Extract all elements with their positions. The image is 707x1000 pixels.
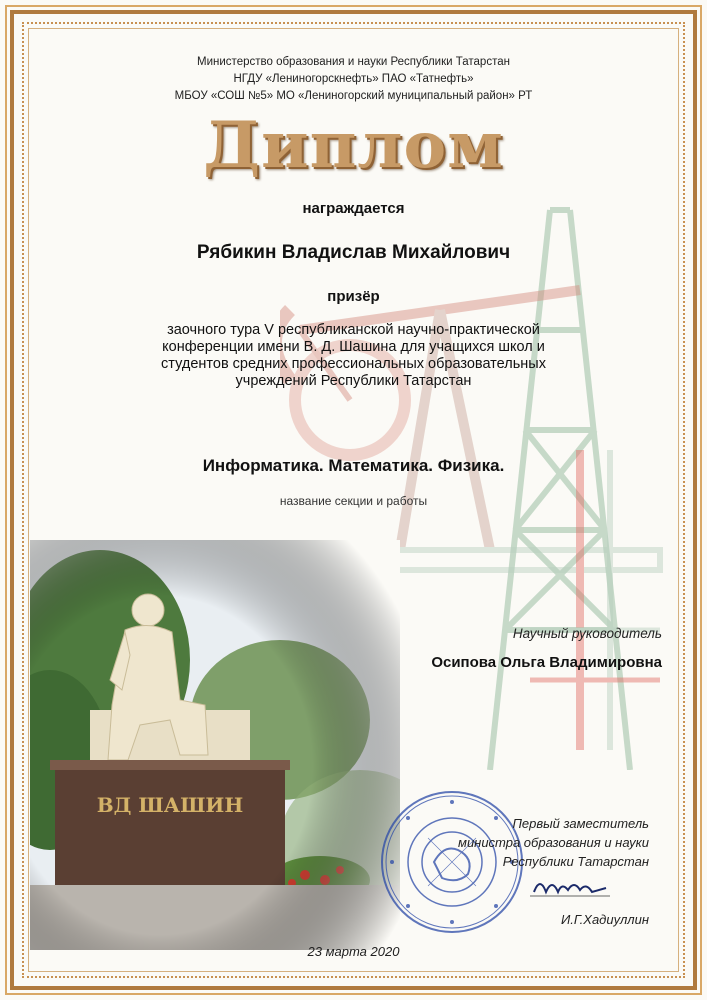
- signer-title: [458, 814, 649, 871]
- monument-illustration: [30, 540, 400, 950]
- recipient-name: Рябикин Владислав Михайлович: [196, 242, 511, 263]
- issuer-line-company: НГДУ «Лениногорскнефть» ПАО «Татнефть»: [233, 73, 474, 85]
- award-rank: призёр: [327, 288, 380, 305]
- section-caption: название секции и работы: [279, 494, 428, 508]
- signer-title-line1: Первый заместитель: [512, 816, 649, 831]
- signer-title-line3: Республики Татарстан: [502, 854, 649, 869]
- event-description: заочного тура V республиканской научно-практической конференции имени В. Д. Шашина для учащихся школ и студентов средних профессиональных образовательных учреждений Республики Татарстан: [161, 322, 546, 389]
- supervisor-name: Осипова Ольга Владимировна: [431, 654, 662, 671]
- issue-date: 23 марта 2020: [307, 944, 400, 959]
- supervisor-label: Научный руководитель: [512, 626, 662, 641]
- awarded-label: награждается: [302, 200, 405, 217]
- issuer-line-ministry: Министерство образования и науки Республики Татарстан: [197, 56, 510, 68]
- signature: [530, 872, 610, 902]
- signer-name: И.Г.Хадиуллин: [560, 912, 649, 927]
- diploma-title: Диплом: [203, 108, 504, 183]
- signer-title-line2: министра образования и науки: [458, 835, 649, 850]
- issuer-block: [0, 54, 707, 105]
- section-subjects: Информатика. Математика. Физика.: [202, 456, 505, 475]
- issuer-line-school: МБОУ «СОШ №5» МО «Лениногорский муниципальный район» РТ: [174, 90, 533, 102]
